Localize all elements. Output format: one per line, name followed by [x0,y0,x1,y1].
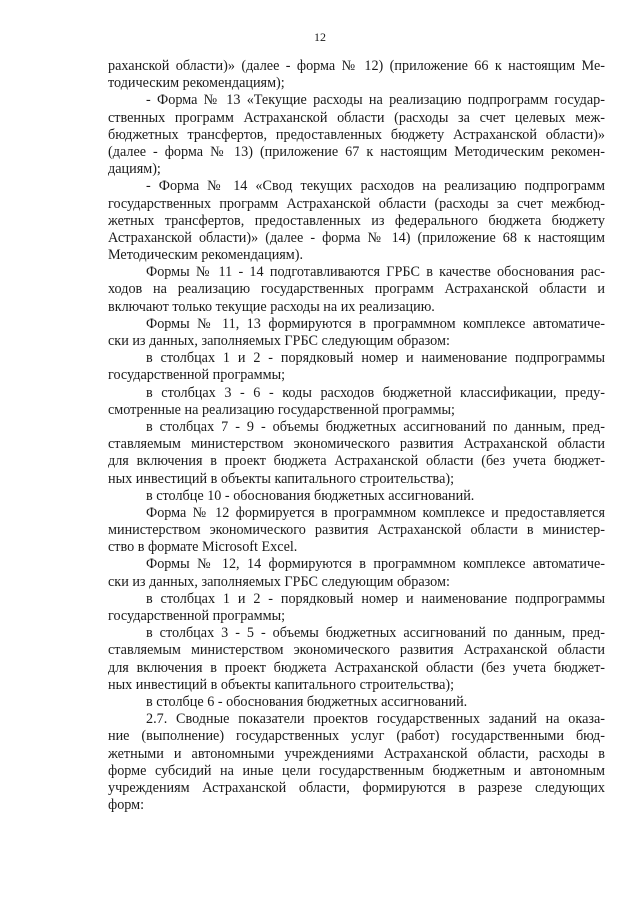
text-line: (далее - форма № 13) (приложение 67 к настоящим Методическим рекомен- [108,143,605,160]
text-line: жетными и автономными учреждениями Астраханской области, расходы в [108,745,605,762]
text-line: в столбцах 1 и 2 - порядковый номер и наименование подпрограммы [146,590,605,607]
text-line: в столбцах 7 - 9 - объемы бюджетных ассигнований по данным, пред- [146,418,605,435]
text-line: бюджетных трансфертов, предоставленных бюджету Астраханской области)» [108,126,605,143]
text-line: ственных программ Астраханской области (расходы за счет целевых меж- [108,109,605,126]
text-line: ние (выполнение) государственных услуг (работ) государственными бюд- [108,728,605,745]
text-line: ски из данных, заполняемых ГРБС следующим образом: [108,333,450,349]
text-line: форме субсидий на иные цели государственным бюджетным и автономным [108,762,605,779]
text-line: - Форма № 13 «Текущие расходы на реализацию подпрограмм государ- [146,92,605,109]
text-line: форм: [108,797,145,814]
text-line: Формы № 11, 13 формируются в программном комплексе автоматиче- [146,315,605,332]
text-line: для включения в проект бюджета Астраханской области (без учета бюджет- [108,659,605,676]
page-number: 12 [314,30,326,44]
text-line: 2.7. Сводные показатели проектов государственных заданий на оказа- [146,711,605,728]
text-line: Формы № 11 - 14 подготавливаются ГРБС в качестве обоснования рас- [146,264,605,281]
text-line: ных инвестиций в объекты капитального строительства); [108,470,455,487]
text-line: для включения в проект бюджета Астраханской области (без учета бюджет- [108,453,605,470]
text-line: в столбце 10 - обоснования бюджетных ассигнований. [146,487,475,504]
text-line: - Форма № 14 «Свод текущих расходов на реализацию подпрограмм [146,178,605,195]
text-line: в столбце 6 - обоснования бюджетных ассигнований. [146,693,468,710]
text-line: дациям); [108,161,161,178]
text-line: ходов на реализацию государственных программ Астраханской области и [108,281,605,298]
text-line: ство в формате Microsoft Excel. [108,539,298,556]
text-line: ставляемым министерством экономического развития Астраханской области [108,642,605,659]
text-line: ски из данных, заполняемых ГРБС следующим образом: [108,573,450,590]
document-body [108,58,605,814]
text-line: государственных программ Астраханской области (расходы за счет межбюд- [108,195,605,212]
text-line: в столбцах 3 - 5 - объемы бюджетных ассигнований по данным, пред- [146,625,605,642]
text-line: в столбцах 1 и 2 - порядковый номер и наименование подпрограммы [146,350,605,367]
text-line: жетных трансфертов, предоставленных из федерального бюджета бюджету [108,212,605,229]
text-line: учреждениям Астраханской области, формируются в разрезе следующих [108,779,605,796]
text-line: государственной программы; [108,367,286,384]
text-line: в столбцах 3 - 6 - коды расходов бюджетной классификации, преду- [146,384,605,401]
text-line: Формы № 12, 14 формируются в программном комплексе автоматиче- [146,556,605,573]
text-line: включают только текущие расходы на их реализацию. [108,298,435,315]
text-line: смотренные на реализацию государственной программы; [108,401,455,418]
text-line: ных инвестиций в объекты капитального строительства); [108,676,455,693]
text-line: Астраханской области)» (далее - форма № 14) (приложение 68 к настоящим [108,229,605,246]
text-line: ставляемым министерством экономического развития Астраханской области [108,436,605,453]
text-line: тодическим рекомендациям); [108,75,285,92]
text-line: Методическим рекомендациям). [108,247,304,264]
text-line: Форма № 12 формируется в программном комплексе и предоставляется [146,504,605,521]
text-line: министерством экономического развития Астраханской области в министер- [108,522,605,539]
text-line: государственной программы; [108,608,286,624]
text-line: раханской области)» (далее - форма № 12) (приложение 66 к настоящим Ме- [108,58,605,74]
